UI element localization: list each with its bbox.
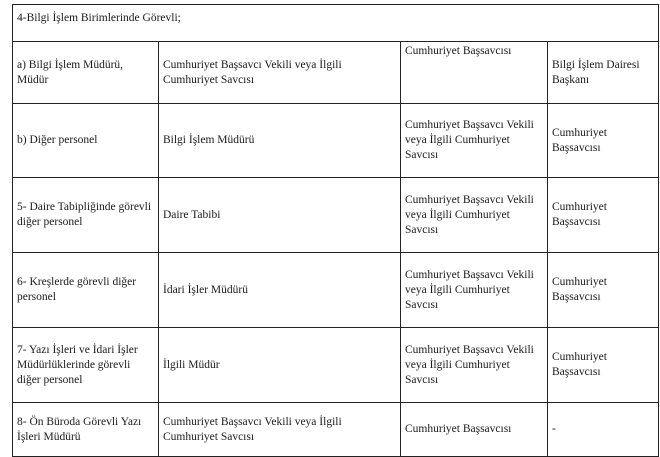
second-superior-cell: Cumhuriyet Başsavcısı (401, 42, 548, 104)
first-superior-cell: Daire Tabibi (159, 178, 401, 253)
table-row (13, 403, 659, 457)
position-cell: 8- Ön Büroda Görevli Yazı İşleri Müdürü (13, 403, 159, 457)
third-superior-cell: Cumhuriyet Başsavcısı (548, 178, 659, 253)
table-row (13, 104, 659, 178)
third-superior-cell: Bilgi İşlem Dairesi Başkanı (548, 42, 659, 104)
first-superior-cell: Cumhuriyet Başsavcı Vekili veya İlgili Cumhuriyet Savcısı (159, 403, 401, 457)
third-superior-cell: Cumhuriyet Başsavcısı (548, 253, 659, 328)
second-superior-cell: Cumhuriyet Başsavcı Vekili veya İlgili Cumhuriyet Savcısı (401, 328, 548, 403)
position-cell: 6- Kreşlerde görevli diğer personel (13, 253, 159, 328)
third-superior-cell: Cumhuriyet Başsavcısı (548, 104, 659, 178)
document-page (12, 4, 658, 452)
table-row (13, 178, 659, 253)
first-superior-cell: Bilgi İşlem Müdürü (159, 104, 401, 178)
second-superior-cell: Cumhuriyet Başsavcısı (401, 403, 548, 457)
authority-table (12, 4, 659, 457)
first-superior-cell: Cumhuriyet Başsavcı Vekili veya İlgili Cumhuriyet Savcısı (159, 42, 401, 104)
second-superior-cell: Cumhuriyet Başsavcı Vekili veya İlgili Cumhuriyet Savcısı (401, 253, 548, 328)
third-superior-cell: - (548, 403, 659, 457)
position-cell: 7- Yazı İşleri ve İdari İşler Müdürlüklerinde görevli diğer personel (13, 328, 159, 403)
table-row (13, 42, 659, 104)
second-superior-cell: Cumhuriyet Başsavcı Vekili veya İlgili Cumhuriyet Savcısı (401, 104, 548, 178)
third-superior-cell: Cumhuriyet Başsavcısı (548, 328, 659, 403)
first-superior-cell: İlgili Müdür (159, 328, 401, 403)
second-superior-cell: Cumhuriyet Başsavcı Vekili veya İlgili Cumhuriyet Savcısı (401, 178, 548, 253)
first-superior-cell: İdari İşler Müdürü (159, 253, 401, 328)
section-header: 4-Bilgi İşlem Birimlerinde Görevli; (13, 5, 659, 42)
position-cell: 5- Daire Tabipliğinde görevli diğer personel (13, 178, 159, 253)
table-row (13, 253, 659, 328)
table-row (13, 328, 659, 403)
position-cell: b) Diğer personel (13, 104, 159, 178)
position-cell: a) Bilgi İşlem Müdürü, Müdür (13, 42, 159, 104)
